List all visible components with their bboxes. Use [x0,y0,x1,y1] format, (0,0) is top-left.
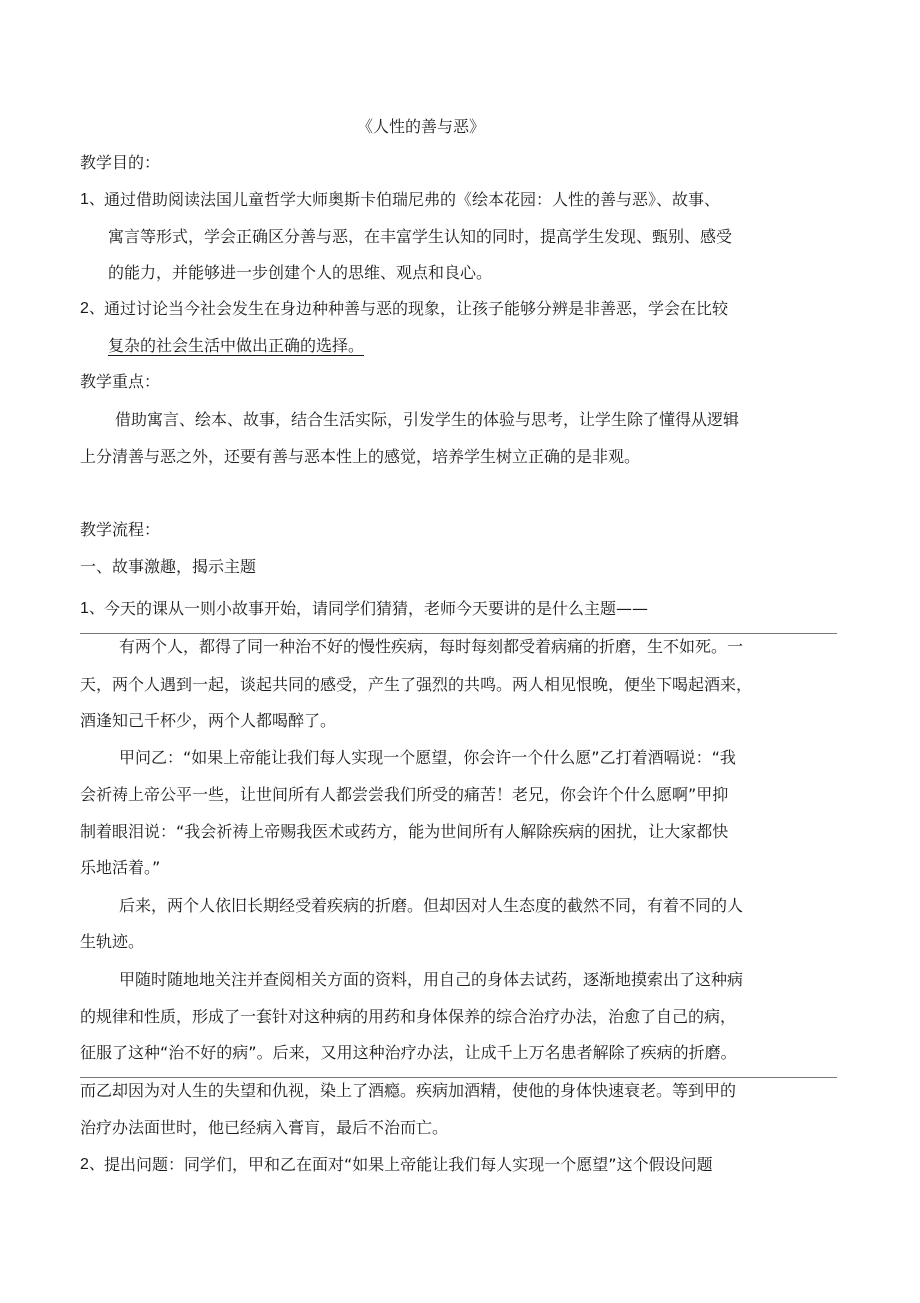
story-p2-line-1: 甲问乙：“如果上帝能让我们每人实现一个愿望，你会许一个什么愿”乙打着酒嗝说：“我 [119,748,736,767]
objective-2-line-1: 通过讨论当今社会发生在身边种种善与恶的现象，让孩子能够分辨是非善恶，学会在比较 [104,299,729,318]
step-2-number: 2、 [80,1156,105,1173]
section-1-heading: 一、故事激趣，揭示主题 [80,557,257,576]
focus-line-2: 上分清善与恶之外，还要有善与恶本性上的感觉，培养学生树立正确的是非观。 [80,447,641,466]
story-p2-line-2: 会祈祷上帝公平一些，让世间所有人都尝尝我们所受的痛苦！老兄，你会许个什么愿啊”甲抑 [80,785,729,804]
story-p2-line-4: 乐地活着。” [80,858,161,877]
objective-2-number: 2、 [80,300,105,317]
story-p3-line-1: 后来，两个人依旧长期经受着疾病的折磨。但却因对人生态度的截然不同，有着不同的人 [119,896,744,915]
objective-1-line-1: 通过借助阅读法国儿童哲学大师奥斯卡伯瑞尼弗的《绘本花园：人性的善与恶》、故事、 [104,190,721,209]
objective-1-number: 1、 [80,191,105,208]
process-heading: 教学流程： [80,520,161,539]
story-p3-line-2: 生轨迹。 [80,932,145,951]
story-p5-line-2: 治疗办法面世时，他已经病入膏肓，最后不治而亡。 [80,1118,449,1137]
step-1-text: 今天的课从一则小故事开始，请同学们猜猜，老师今天要讲的是什么主题—— [104,599,649,618]
story-p1-line-3: 酒逢知己千杯少，两个人都喝醉了。 [80,711,337,730]
story-p5-line-1: 而乙却因为对人生的失望和仇视，染上了酒瘾。疾病加酒精，使他的身体快速衰老。等到甲的 [80,1081,737,1100]
story-p4-line-2: 的规律和性质，形成了一套针对这种病的用药和身体保养的综合治疗办法，治愈了自己的病， [80,1007,737,1026]
story-top-divider [80,633,837,634]
focus-heading: 教学重点： [80,372,161,391]
step-1-number: 1、 [80,600,105,617]
focus-line-1: 借助寓言、绘本、故事，结合生活实际，引发学生的体验与思考，让学生除了懂得从逻辑 [115,410,740,429]
story-p1-line-1: 有两个人，都得了同一种治不好的慢性疾病，每时每刻都受着病痛的折磨，生不如死。一 [119,637,744,656]
objective-1-line-2: 寓言等形式，学会正确区分善与恶，在丰富学生认知的同时，提高学生发现、甄别、感受 [108,227,733,246]
story-p1-line-2: 天，两个人遇到一起，谈起共同的感受，产生了强烈的共鸣。两人相见恨晚，便坐下喝起酒来， [80,675,753,694]
objectives-heading: 教学目的： [80,153,161,172]
story-p4-line-3: 征服了这种“治不好的病”。后来，又用这种治疗办法，让成千上万名患者解除了疾病的折磨。 [80,1043,737,1062]
story-bottom-divider [80,1077,837,1078]
story-p2-line-3: 制着眼泪说：“我会祈祷上帝赐我医术或药方，能为世间所有人解除疾病的困扰，让大家都快 [80,822,729,841]
story-p4-line-1: 甲随时随地地关注并查阅相关方面的资料，用自己的身体去试药，逐渐地摸索出了这种病 [119,970,744,989]
page-title: 《人性的善与恶》 [357,117,486,136]
step-2-text: 提出问题：同学们，甲和乙在面对“如果上帝能让我们每人实现一个愿望”这个假设问题 [104,1155,713,1174]
objective-2-line-2: 复杂的社会生活中做出正确的选择。 [108,336,365,355]
objective-1-line-3: 的能力，并能够进一步创建个人的思维、观点和良心。 [108,263,493,282]
